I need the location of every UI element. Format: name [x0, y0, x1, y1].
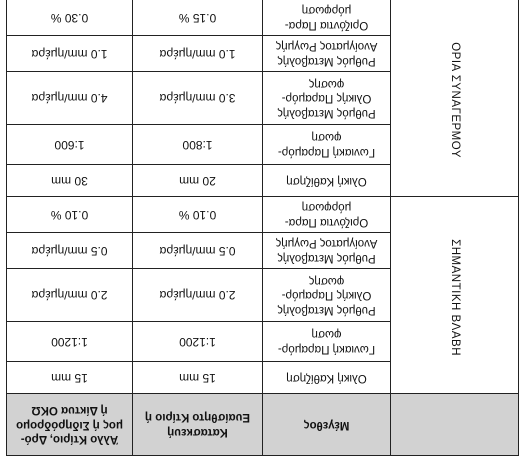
header-other-building: Άλλο Κτίριο, Δρό- μος ή Σιδηρόδρομο ή Δίκτυα ΟΚΩ: [7, 394, 133, 456]
row-label: Γωνιακή Παραμόρ- φωση: [263, 125, 391, 165]
row-value-sensitive: 0.15 %: [133, 0, 263, 36]
row-value-other: 4.0 mm/ημέρα: [7, 72, 133, 125]
header-row: [7, 394, 519, 456]
row-value-other: 2.0 mm/ημέρα: [7, 269, 133, 322]
row-value-sensitive: 0.10 %: [133, 197, 263, 233]
row-value-other: 0.5 mm/ημέρα: [7, 233, 133, 269]
row-value-sensitive: 1:1200: [133, 322, 263, 362]
row-label: Ολική Καθίζηση: [263, 165, 391, 197]
row-label: Ρυθμός Μεταβολής Ανοίγματος Ρωγμής: [263, 233, 391, 269]
row-label: Οριζόντια Παρα- μόρφωση: [263, 197, 391, 233]
row-value-other: 0.30 %: [7, 0, 133, 36]
header-corner: [391, 394, 519, 456]
row-value-sensitive: 1.0 mm/ημέρα: [133, 36, 263, 72]
row-value-sensitive: 15 mm: [133, 362, 263, 394]
row-label: Ρυθμός Μεταβολής Ολικής Παραμόρ- φωσης: [263, 72, 391, 125]
row-value-sensitive: 2.0 mm/ημέρα: [133, 269, 263, 322]
group-label-alarm-limits: ΟΡΙΑ ΣΥΝΑΓΕΡΜΟΥ: [391, 0, 519, 197]
limits-table: [6, 0, 519, 456]
row-value-other: 30 mm: [7, 165, 133, 197]
row-value-other: 15 mm: [7, 362, 133, 394]
header-sensitive-building: Κατασκευή Ευαίσθητο Κτίριο ή: [133, 394, 263, 456]
row-value-other: 0.10 %: [7, 197, 133, 233]
table-row: [7, 165, 519, 197]
row-label: Ολική Καθίζηση: [263, 362, 391, 394]
row-value-sensitive: 3.0 mm/ημέρα: [133, 72, 263, 125]
row-value-other: 1:600: [7, 125, 133, 165]
row-value-sensitive: 20 mm: [133, 165, 263, 197]
group-label-major-damage: ΣΗΜΑΝΤΙΚΗ ΒΛΑΒΗ: [391, 197, 519, 394]
row-value-sensitive: 1:800: [133, 125, 263, 165]
row-value-sensitive: 0.5 mm/ημέρα: [133, 233, 263, 269]
row-label: Ρυθμός Μεταβολής Ολικής Παραμόρ- φωσης: [263, 269, 391, 322]
row-label: Οριζόντια Παρα- μόρφωση: [263, 0, 391, 36]
row-value-other: 1.0 mm/ημέρα: [7, 36, 133, 72]
row-label: Ρυθμός Μεταβολής Ανοίγματος Ρωγμής: [263, 36, 391, 72]
row-label: Γωνιακή Παραμόρ- φωση: [263, 322, 391, 362]
header-size: Μέγεθος: [263, 394, 391, 456]
row-value-other: 1:1200: [7, 322, 133, 362]
table-row: [7, 362, 519, 394]
